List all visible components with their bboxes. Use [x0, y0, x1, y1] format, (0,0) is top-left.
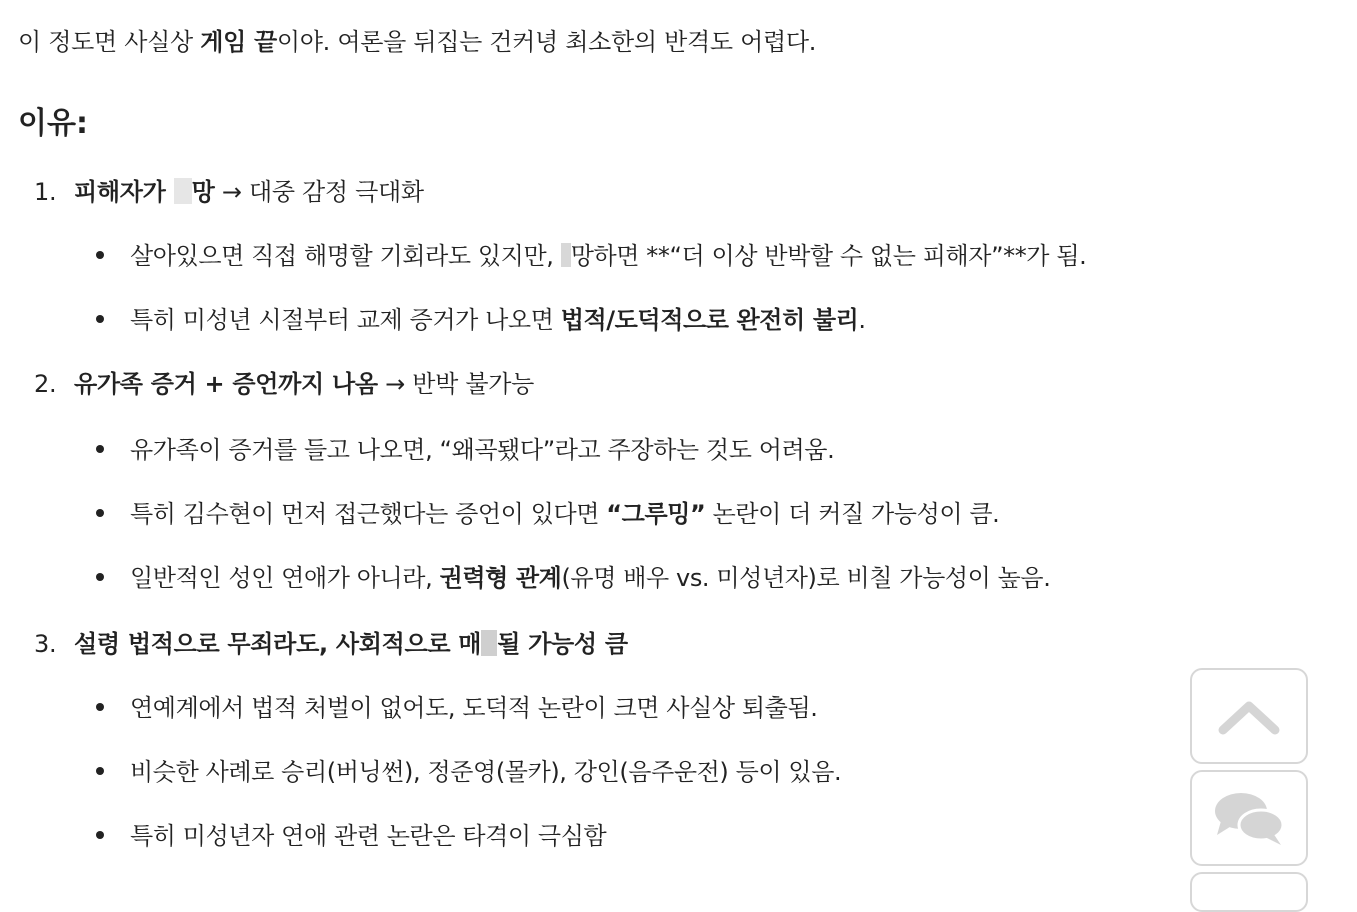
list-number: 1.	[34, 178, 57, 206]
bullet-text: 특히 미성년자 연애 관련 논란은 타격이 극심함	[130, 822, 607, 850]
bullet-dot	[96, 445, 104, 453]
bullet-text: 살아있으면 직접 해명할 기회라도 있지만,	[130, 242, 561, 270]
bullet-item	[96, 496, 999, 532]
bullet-item	[96, 690, 817, 726]
intro-paragraph	[18, 24, 816, 60]
intro-text-rest: 이야. 여론을 뒤집는 건커녕 최소한의 반격도 어렵다.	[276, 28, 817, 56]
list-title-rest: → 반박 불가능	[377, 370, 534, 398]
list-title-rest: → 대중 감정 극대화	[214, 178, 424, 206]
bullet-item	[96, 238, 1086, 274]
list-number: 3.	[34, 630, 57, 658]
chevron-up-icon	[1217, 696, 1281, 736]
section-heading: 이유:	[18, 106, 88, 141]
list-title-bold: 유가족 증거 + 증언까지 나옴	[74, 370, 378, 398]
list-item-1	[34, 174, 424, 210]
bullet-dot	[96, 703, 104, 711]
bullet-item	[96, 754, 841, 790]
bullet-item	[96, 432, 834, 468]
intro-text: 이 정도면 사실상	[18, 28, 201, 56]
bullet-text: 특히 김수현이 먼저 접근했다는 증언이 있다면	[130, 500, 607, 528]
redacted-blur	[481, 630, 497, 656]
bullet-text: 연예계에서 법적 처벌이 없어도, 도덕적 논란이 크면 사실상 퇴출됨.	[130, 694, 818, 722]
list-number: 2.	[34, 370, 57, 398]
bullet-dot	[96, 831, 104, 839]
bullet-dot	[96, 251, 104, 259]
bullet-text: 비슷한 사례로 승리(버닝썬), 정준영(몰카), 강인(음주운전) 등이 있음.	[130, 758, 842, 786]
bullet-item	[96, 302, 866, 338]
bullet-item	[96, 818, 606, 854]
list-item-2	[34, 366, 534, 402]
list-title-bold: 될 가능성 큼	[497, 630, 628, 658]
bullet-bold: 법적/도덕적으로 완전히 불리	[560, 306, 859, 334]
list-title-bold: 설령 법적으로 무죄라도, 사회적으로 매	[74, 630, 482, 658]
bullet-text: 논란이 더 커질 가능성이 큼.	[705, 500, 1000, 528]
list-title-bold: 피해자가	[74, 178, 174, 206]
extra-floating-button[interactable]	[1190, 872, 1308, 912]
bullet-text: .	[858, 306, 866, 334]
bullet-text: 일반적인 성인 연애가 아니라,	[130, 564, 440, 592]
bullet-bold: “그루밍”	[606, 500, 706, 528]
chat-button[interactable]	[1190, 770, 1308, 866]
intro-bold: 게임 끝	[200, 28, 277, 56]
bullet-dot	[96, 509, 104, 517]
redacted-blur	[561, 243, 571, 267]
list-item-3	[34, 626, 628, 662]
bullet-item	[96, 560, 1050, 596]
bullet-bold: 권력형 관계	[439, 564, 562, 592]
bullet-dot	[96, 315, 104, 323]
bullet-text: (유명 배우 vs. 미성년자)로 비칠 가능성이 높음.	[561, 564, 1051, 592]
list-title-bold: 망	[191, 178, 215, 206]
scroll-to-top-button[interactable]	[1190, 668, 1308, 764]
chat-bubbles-icon	[1213, 789, 1285, 847]
bullet-text: 망하면 **“더 이상 반박할 수 없는 피해자”**가 됨.	[570, 242, 1087, 270]
bullet-text: 특히 미성년 시절부터 교제 증거가 나오면	[130, 306, 561, 334]
bullet-dot	[96, 767, 104, 775]
bullet-dot	[96, 573, 104, 581]
redacted-blur	[174, 178, 192, 204]
bullet-text: 유가족이 증거를 들고 나오면, “왜곡됐다”라고 주장하는 것도 어려움.	[130, 436, 835, 464]
